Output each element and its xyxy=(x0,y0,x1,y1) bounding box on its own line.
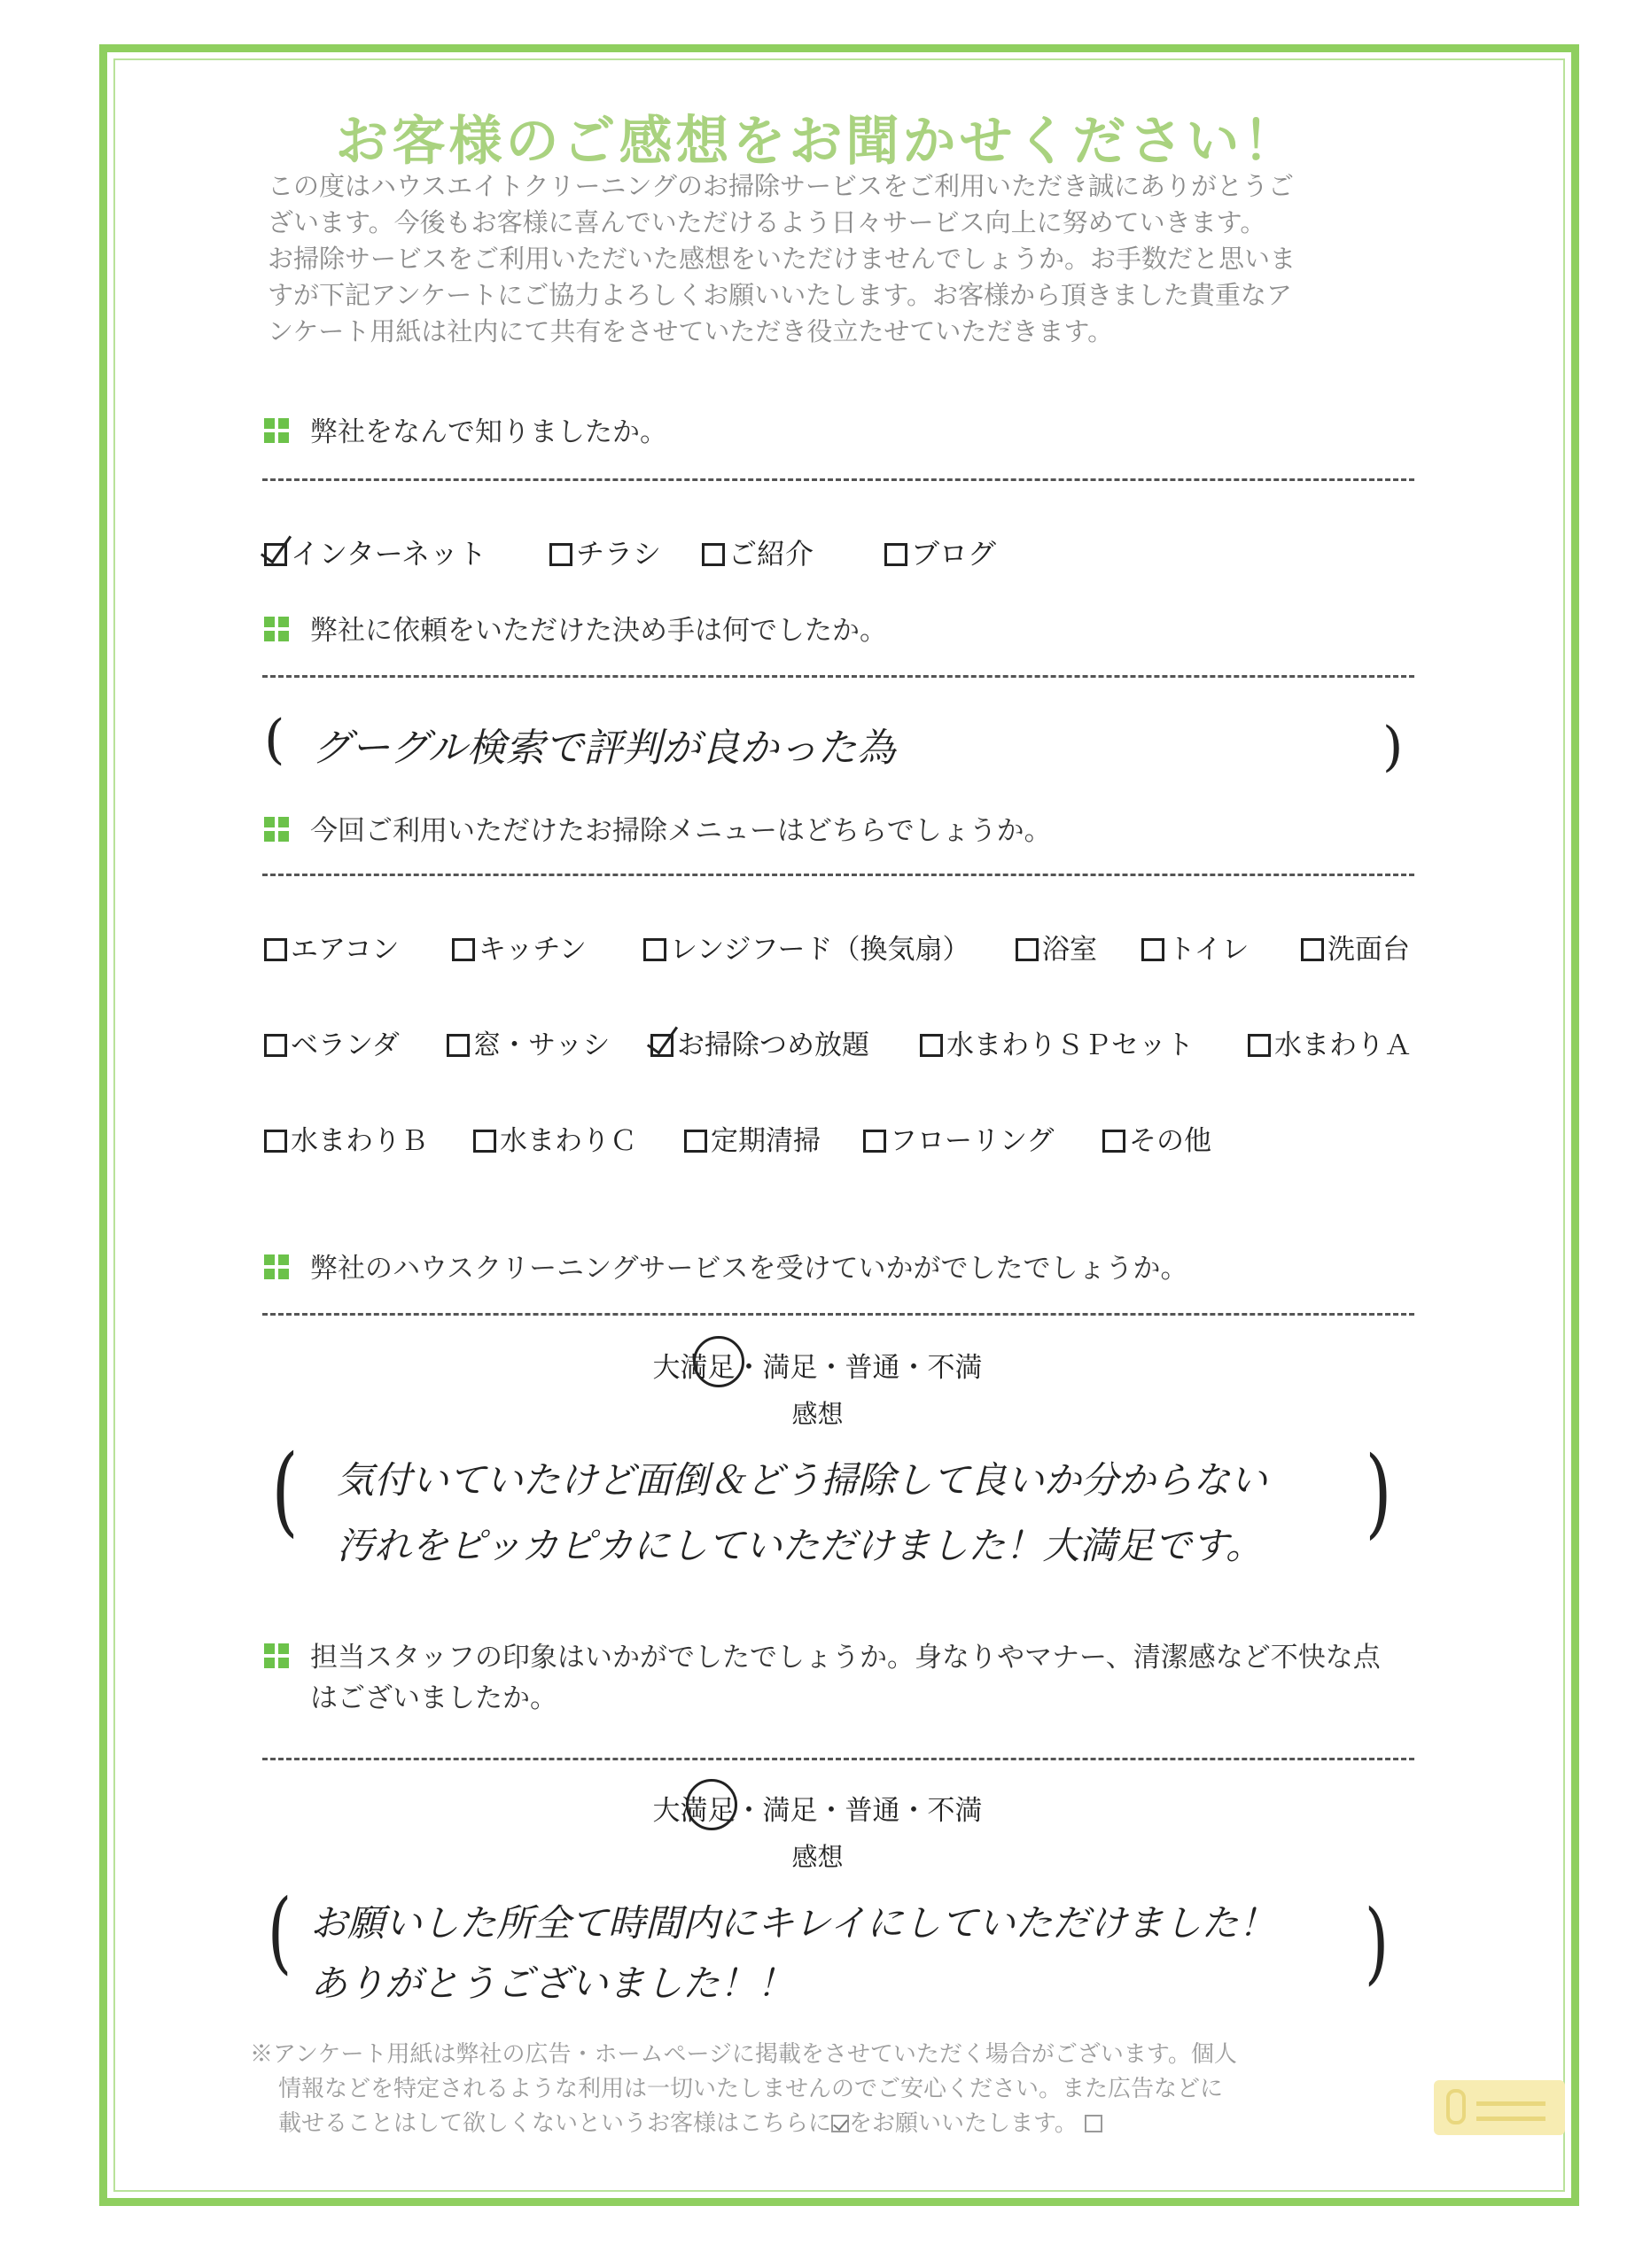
grid-bullet-icon xyxy=(264,1643,291,1670)
checkbox-icon[interactable] xyxy=(452,938,475,961)
question-menu xyxy=(264,808,1052,848)
option-window-sash[interactable]: 窓・サッシ xyxy=(447,1022,610,1062)
option-water-a[interactable]: 水まわりＡ xyxy=(1248,1022,1412,1062)
answer-divider xyxy=(262,478,1414,481)
rating-scale-service: 大満足・満足・普通・不満 xyxy=(652,1352,983,1384)
checkbox-icon[interactable] xyxy=(264,1034,287,1057)
selected-rating-circle xyxy=(686,1779,737,1830)
option-aircon[interactable]: エアコン xyxy=(264,927,399,967)
checkbox-icon[interactable] xyxy=(447,1034,470,1057)
intro-line: ざいます。今後もお客様に喜んでいただけるよう日々サービス向上に努めていきます。 xyxy=(268,207,1266,237)
option-all-you-can-clean[interactable]: お掃除つめ放題 xyxy=(650,1022,869,1062)
opt-out-checkbox[interactable] xyxy=(1085,2115,1102,2132)
answer-divider xyxy=(262,675,1414,678)
option-blog[interactable]: ブログ xyxy=(884,532,996,572)
close-paren: ) xyxy=(1382,716,1404,778)
footer-note xyxy=(250,2038,1429,2141)
checkbox-checked-icon[interactable] xyxy=(264,543,287,566)
check-mark-icon xyxy=(831,2115,849,2132)
question-text: 担当スタッフの印象はいかがでしたでしょうか。身なりやマナー、清潔感など不快な点 xyxy=(310,1642,1381,1674)
grid-bullet-icon xyxy=(264,617,291,643)
selected-rating-circle xyxy=(693,1336,744,1387)
intro-line: すが下記アンケートにご協力よろしくお願いいたします。お客様から頂きました貴重なア xyxy=(268,280,1292,310)
grid-bullet-icon xyxy=(264,817,291,843)
checkbox-icon[interactable] xyxy=(1301,938,1324,961)
company-stamp-logo xyxy=(1434,2080,1565,2135)
intro-text xyxy=(268,168,1437,350)
close-paren: ) xyxy=(1365,1435,1392,1549)
rating-scale-staff: 大満足・満足・普通・不満 xyxy=(652,1795,983,1827)
checkbox-icon[interactable] xyxy=(1016,938,1039,961)
open-paren: ( xyxy=(264,709,285,771)
option-other[interactable]: その他 xyxy=(1102,1118,1211,1158)
handwritten-comment-line: お願いした所全て時間内にキレイにしていただけました！ xyxy=(310,1901,1276,1945)
option-water-sp-set[interactable]: 水まわりＳＰセット xyxy=(920,1022,1194,1062)
intro-line: お掃除サービスをご利用いただいた感想をいただけませんでしょうか。お手数だと思いま xyxy=(268,244,1296,274)
checkbox-icon[interactable] xyxy=(264,1130,287,1153)
checkbox-icon[interactable] xyxy=(863,1130,886,1153)
comment-label: 感想 xyxy=(791,1399,844,1429)
option-flooring[interactable]: フローリング xyxy=(863,1118,1054,1158)
answer-divider xyxy=(262,1313,1414,1316)
option-range-hood[interactable]: レンジフード（換気扇） xyxy=(643,927,970,967)
note-line: 情報などを特定されるような利用は一切いたしませんのでご安心ください。また広告などに xyxy=(278,2076,1224,2102)
option-regular-cleaning[interactable]: 定期清掃 xyxy=(684,1118,821,1158)
option-internet[interactable]: インターネット xyxy=(264,532,487,572)
option-washbasin[interactable]: 洗面台 xyxy=(1301,927,1410,967)
checkbox-icon[interactable] xyxy=(702,543,725,566)
question-how-found xyxy=(264,409,667,449)
answer-divider xyxy=(262,874,1414,876)
handwritten-comment-line: 気付いていたけど面倒＆どう掃除して良いか分からない xyxy=(337,1458,1268,1502)
question-satisfaction xyxy=(264,1246,1187,1285)
question-text: 弊社をなんで知りましたか。 xyxy=(310,416,667,448)
close-paren: ) xyxy=(1364,1891,1390,1994)
question-deciding-factor xyxy=(264,608,887,648)
checkbox-icon[interactable] xyxy=(1248,1034,1271,1057)
checkbox-checked-icon[interactable] xyxy=(650,1034,673,1057)
question-text: 弊社に依頼をいただけた決め手は何でしたか。 xyxy=(310,615,887,647)
question-text: 弊社のハウスクリーニングサービスを受けていかがでしたでしょうか。 xyxy=(310,1253,1188,1285)
comment-label: 感想 xyxy=(791,1842,844,1872)
checkbox-icon[interactable] xyxy=(884,543,907,566)
option-water-b[interactable]: 水まわりＢ xyxy=(264,1118,428,1158)
open-paren: ( xyxy=(271,1433,299,1547)
checkbox-icon[interactable] xyxy=(1141,938,1164,961)
open-paren: ( xyxy=(267,1880,292,1984)
answer-divider xyxy=(262,1758,1414,1760)
handwritten-comment-line: ありがとうございました！！ xyxy=(310,1961,795,2005)
checkbox-icon[interactable] xyxy=(549,543,572,566)
checkbox-icon[interactable] xyxy=(920,1034,943,1057)
grid-bullet-icon xyxy=(264,418,291,445)
option-kitchen[interactable]: キッチン xyxy=(452,927,587,967)
question-text: 今回ご利用いただけたお掃除メニューはどちらでしょうか。 xyxy=(310,815,1052,847)
checkbox-icon[interactable] xyxy=(264,938,287,961)
option-flyer[interactable]: チラシ xyxy=(549,532,661,572)
question-text-continued: はございましたか。 xyxy=(310,1682,557,1714)
intro-line: この度はハウスエイトクリーニングのお掃除サービスをご利用いただき誠にありがとうご xyxy=(268,171,1294,201)
option-water-c[interactable]: 水まわりＣ xyxy=(473,1118,637,1158)
note-line: 載せることはして欲しくないというお客様はこちらに をお願いいたします。 xyxy=(250,2107,1429,2141)
survey-title: お客様のご感想をお聞かせください！ xyxy=(335,111,1300,173)
intro-line: ンケート用紙は社内にて共有をさせていただき役立たせていただきます。 xyxy=(268,316,1114,346)
checkbox-icon[interactable] xyxy=(473,1130,496,1153)
checkbox-icon[interactable] xyxy=(643,938,666,961)
note-line: ※アンケート用紙は弊社の広告・ホームページに掲載をさせていただく場合がございます。個人 xyxy=(250,2041,1237,2068)
option-bathroom[interactable]: 浴室 xyxy=(1016,927,1097,967)
option-veranda[interactable]: ベランダ xyxy=(264,1022,400,1062)
question-staff-impression xyxy=(264,1637,1434,1719)
grid-bullet-icon xyxy=(264,1254,291,1281)
option-referral[interactable]: ご紹介 xyxy=(702,532,814,572)
checkbox-icon[interactable] xyxy=(684,1130,707,1153)
checkbox-icon[interactable] xyxy=(1102,1130,1125,1153)
handwritten-comment-line: 汚れをピッカピカにしていただけました！大満足です。 xyxy=(337,1524,1263,1567)
option-toilet[interactable]: トイレ xyxy=(1141,927,1249,967)
handwritten-answer: グーグル検索で評判が良かった為 xyxy=(312,726,896,771)
